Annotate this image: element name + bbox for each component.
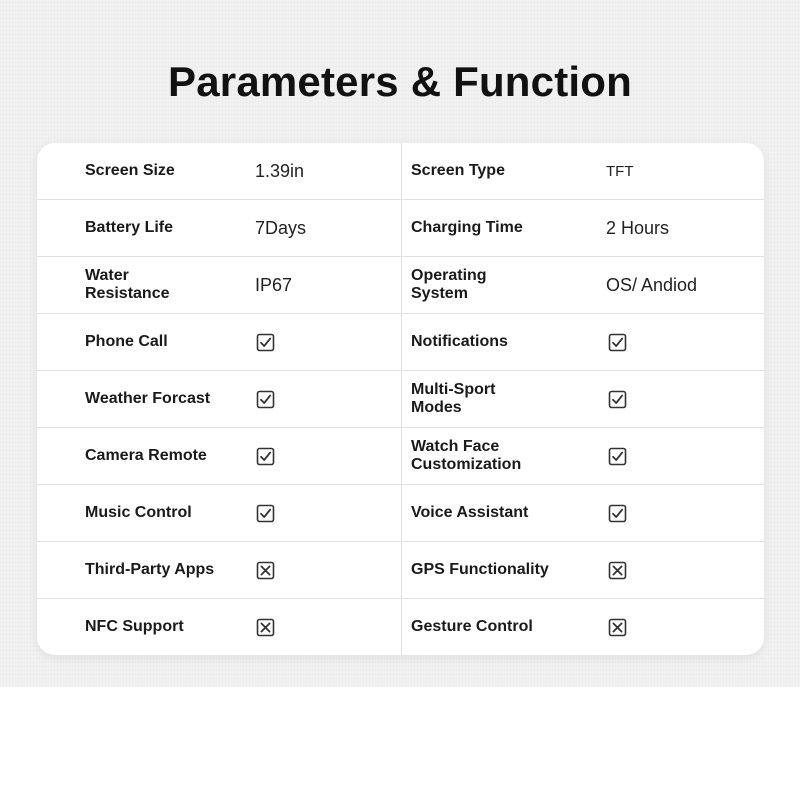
checkbox-checked-icon	[608, 390, 627, 409]
spec-label: Weather Forcast	[85, 390, 211, 407]
spec-row	[37, 257, 764, 314]
spec-row	[37, 314, 764, 371]
spec-label: Music Control	[85, 504, 192, 521]
spec-label: GPS Functionality	[411, 561, 549, 578]
spec-label: Voice Assistant	[411, 504, 529, 521]
spec-label: NFC Support	[85, 618, 184, 635]
spec-status	[608, 371, 627, 427]
spec-status	[256, 485, 275, 541]
spec-status	[256, 314, 275, 370]
spec-row	[37, 599, 764, 655]
spec-status	[608, 542, 627, 598]
checkbox-checked-icon	[256, 504, 275, 523]
spec-value: 2 Hours	[606, 217, 670, 238]
spec-label: Third-Party Apps	[85, 561, 215, 578]
spec-value: TFT	[606, 162, 634, 180]
checkbox-checked-icon	[608, 504, 627, 523]
checkbox-checked-icon	[256, 447, 275, 466]
spec-row	[37, 143, 764, 200]
spec-label: Notifications	[411, 333, 508, 350]
checkbox-checked-icon	[608, 447, 627, 466]
spec-label: Screen Size	[85, 162, 175, 179]
spec-value: OS/ Andiod	[606, 274, 698, 295]
spec-label: Charging Time	[411, 219, 523, 236]
spec-label: Water Resistance	[85, 267, 170, 302]
spec-status	[256, 428, 275, 484]
spec-label: Operating System	[411, 267, 487, 302]
page-title: Parameters & Function	[168, 58, 632, 105]
spec-row	[37, 542, 764, 599]
spec-value: IP67	[255, 274, 293, 295]
spec-label: Gesture Control	[411, 618, 533, 635]
spec-label: Battery Life	[85, 219, 174, 236]
spec-status	[256, 599, 275, 655]
spec-label: Watch Face Customization	[411, 438, 522, 473]
spec-row	[37, 200, 764, 257]
checkbox-crossed-icon	[256, 561, 275, 580]
spec-table-card	[37, 143, 764, 655]
spec-label: Phone Call	[85, 333, 168, 350]
spec-label: Screen Type	[411, 162, 505, 179]
spec-row	[37, 485, 764, 542]
spec-value: 7Days	[255, 217, 307, 238]
checkbox-checked-icon	[608, 333, 627, 352]
checkbox-crossed-icon	[256, 618, 275, 637]
spec-row	[37, 371, 764, 428]
spec-row	[37, 428, 764, 485]
spec-status	[256, 542, 275, 598]
spec-label: Camera Remote	[85, 447, 207, 464]
spec-status	[608, 428, 627, 484]
spec-status	[608, 314, 627, 370]
checkbox-crossed-icon	[608, 561, 627, 580]
spec-value: 1.39in	[255, 160, 305, 181]
spec-label: Multi-Sport Modes	[411, 381, 496, 416]
spec-status	[608, 599, 627, 655]
checkbox-checked-icon	[256, 390, 275, 409]
blank-footer-area	[0, 687, 800, 800]
spec-status	[256, 371, 275, 427]
spec-status	[608, 485, 627, 541]
checkbox-checked-icon	[256, 333, 275, 352]
checkbox-crossed-icon	[608, 618, 627, 637]
